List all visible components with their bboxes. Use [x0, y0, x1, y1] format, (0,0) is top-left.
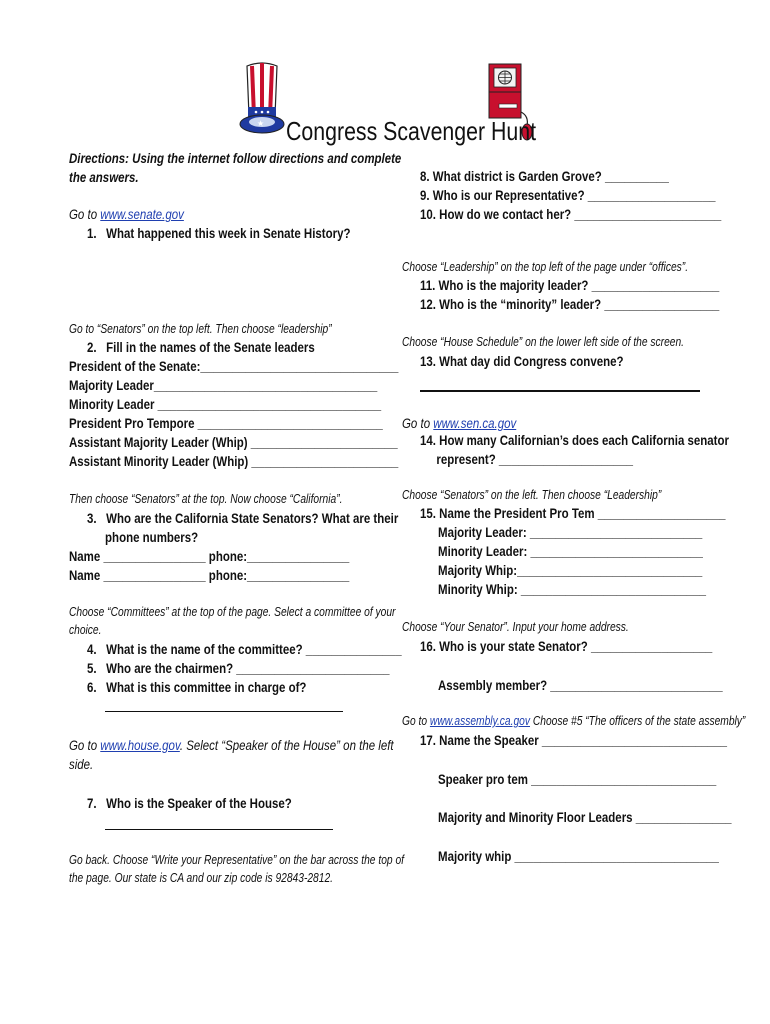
- q1-text: What happened this week in Senate History?: [106, 225, 351, 241]
- house-nav-suffix: . Select “Speaker of the House” on the left: [179, 737, 394, 753]
- senate-leader-field[interactable]: Majority Leader___________________________________: [69, 377, 378, 393]
- your-senator-nav-instruction: Choose “Your Senator”. Input your home address.: [402, 620, 629, 634]
- svg-text:★: ★: [257, 119, 265, 128]
- senate-leader-field[interactable]: Minority Leader ___________________________________: [69, 396, 382, 412]
- q9-text: 9. Who is our Representative? ____________________: [420, 187, 716, 203]
- go-back-line-1: Go back. Choose “Write your Representative” on the bar across the top of: [69, 853, 405, 867]
- senate-nav-prefix: Go to: [69, 206, 101, 222]
- q6-text: What is this committee in charge of?: [106, 679, 307, 695]
- q7-number: 7.: [87, 795, 97, 811]
- q14-text-continued: represent? _____________________: [436, 451, 634, 467]
- senate-leader-field[interactable]: Assistant Minority Leader (Whip) _______________________: [69, 453, 399, 469]
- directions-line-1: Directions: Using the internet follow directions and complete: [69, 150, 402, 166]
- senators-nav-instruction: Go to “Senators” on the top left. Then choose “leadership”: [69, 322, 332, 336]
- senate-leader-field[interactable]: President Pro Tempore _____________________________: [69, 415, 383, 431]
- schedule-nav-instruction: Choose “House Schedule” on the lower left side of the screen.: [402, 335, 685, 349]
- committees-nav-line-2: choice.: [69, 623, 102, 637]
- go-back-line-2: the page. Our state is CA and our zip code is 92843-2812.: [69, 871, 334, 885]
- assembly-nav-prefix: Go to: [402, 714, 430, 728]
- senate-leader-field[interactable]: Assistant Majority Leader (Whip) _______________________: [69, 434, 398, 450]
- q6-number: 6.: [87, 679, 97, 695]
- q16-text: 16. Who is your state Senator? ___________________: [420, 638, 713, 654]
- q10-text: 10. How do we contact her? _______________________: [420, 206, 722, 222]
- uncle-sam-hat-icon: [238, 60, 286, 140]
- assembly-link[interactable]: www.assembly.ca.gov: [429, 714, 530, 728]
- q6-answer-line[interactable]: [105, 711, 343, 712]
- q4-number: 4.: [87, 641, 97, 657]
- q7-answer-line[interactable]: [105, 829, 333, 830]
- state-leader-field[interactable]: Majority Leader: ___________________________: [438, 524, 703, 540]
- sen-ca-link[interactable]: www.sen.ca.gov: [433, 415, 517, 431]
- senator-name-phone-field[interactable]: Name ________________ phone:________________: [69, 567, 350, 583]
- directions-line-2: the answers.: [69, 169, 139, 185]
- page-title: Congress Scavenger Hunt: [286, 116, 537, 146]
- leadership-nav-instruction: Choose “Leadership” on the top left of the page under “offices”.: [402, 260, 689, 274]
- q11-text: 11. Who is the majority leader? ____________________: [420, 277, 720, 293]
- state-leader-field[interactable]: Minority Whip: _____________________________: [438, 581, 707, 597]
- assembly-member-field[interactable]: Assembly member? ___________________________: [438, 677, 723, 693]
- state-leader-field[interactable]: Majority Whip:_____________________________: [438, 562, 703, 578]
- q14-text: 14. How many Californian’s does each California senator: [420, 432, 729, 448]
- floor-leaders-field[interactable]: Majority and Minority Floor Leaders _______________: [438, 809, 732, 825]
- q3-text: Who are the California State Senators? What are their: [106, 510, 399, 526]
- q8-text: 8. What district is Garden Grove? __________: [420, 168, 669, 184]
- q1-number: 1.: [87, 225, 97, 241]
- house-link[interactable]: www.house.gov: [100, 737, 180, 753]
- majority-whip-field[interactable]: Majority whip ________________________________: [438, 848, 719, 864]
- q5-number: 5.: [87, 660, 97, 676]
- q3-text-continued: phone numbers?: [105, 529, 199, 545]
- q2-text: Fill in the names of the Senate leaders: [106, 339, 315, 355]
- q4-text: What is the name of the committee? _______________: [106, 641, 402, 657]
- senate-leader-field[interactable]: President of the Senate:_______________________________: [69, 358, 399, 374]
- sen-ca-nav-prefix: Go to: [402, 415, 434, 431]
- senators-leadership-nav-instruction: Choose “Senators” on the left. Then choose “Leadership”: [402, 488, 662, 502]
- q3-number: 3.: [87, 510, 97, 526]
- senator-name-phone-field[interactable]: Name ________________ phone:________________: [69, 548, 350, 564]
- q12-text: 12. Who is the “minority” leader? __________________: [420, 296, 720, 312]
- q17-text: 17. Name the Speaker _____________________________: [420, 732, 728, 748]
- q5-text: Who are the chairmen? ________________________: [106, 660, 390, 676]
- assembly-nav-suffix: Choose #5 “The officers of the state assembly”: [529, 714, 746, 728]
- senate-link[interactable]: www.senate.gov: [100, 206, 184, 222]
- q15-text: 15. Name the President Pro Tem ____________________: [420, 505, 726, 521]
- state-leader-field[interactable]: Minority Leader: ___________________________: [438, 543, 703, 559]
- committees-nav-line-1: Choose “Committees” at the top of the page. Select a committee of your: [69, 605, 396, 619]
- speaker-pro-tem-field[interactable]: Speaker pro tem _____________________________: [438, 771, 717, 787]
- q2-number: 2.: [87, 339, 97, 355]
- house-nav-prefix: Go to: [69, 737, 101, 753]
- q7-text: Who is the Speaker of the House?: [106, 795, 292, 811]
- house-nav-line-2: side.: [69, 756, 94, 772]
- q13-answer-line[interactable]: [420, 390, 700, 392]
- california-nav-instruction: Then choose “Senators” at the top. Now choose “California”.: [69, 492, 343, 506]
- q13-text: 13. What day did Congress convene?: [420, 353, 624, 369]
